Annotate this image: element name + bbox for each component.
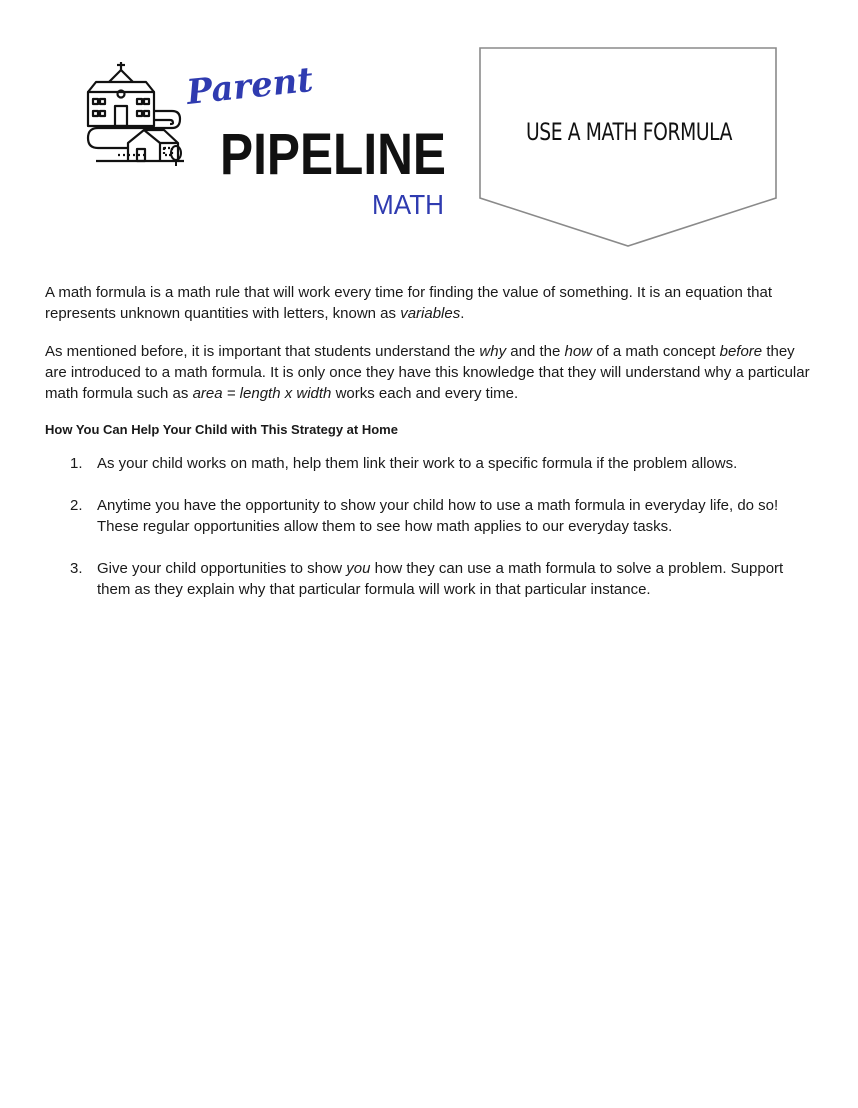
step-text: Give your child opportunities to show you how they can use a math formula to solve a problem. Support them as they explain why that particular formula will work in that particular instance. bbox=[97, 560, 784, 598]
step-number: 1. bbox=[70, 455, 83, 472]
section-heading: How You Can Help Your Child with This Strategy at Home bbox=[45, 422, 398, 437]
logo-math-text: MATH bbox=[372, 189, 444, 220]
intro-paragraph: A math formula is a math rule that will work every time for finding the value of something. It is an equation that represents unknown quantities with letters, known as variables. bbox=[45, 284, 773, 322]
strategy-steps-list bbox=[45, 453, 820, 600]
tree-icon bbox=[171, 146, 181, 166]
school-building-icon bbox=[88, 62, 154, 126]
logo-pipeline-text: PIPELINE bbox=[220, 122, 446, 187]
step-text: As your child works on math, help them link their work to a specific formula if the problem allows. bbox=[97, 455, 738, 472]
step-number: 3. bbox=[70, 560, 83, 577]
parent-pipeline-math-logo bbox=[84, 56, 454, 221]
title-banner bbox=[478, 46, 780, 250]
banner-title: USE A MATH FORMULA bbox=[525, 118, 733, 146]
list-item bbox=[45, 495, 820, 537]
step-text: Anytime you have the opportunity to show your child how to use a math formula in everyday life, do so! These regular opportunities allow them to see how math applies to our everyday tasks. bbox=[97, 497, 779, 535]
list-item bbox=[45, 453, 820, 474]
house-icon bbox=[128, 130, 178, 161]
logo-parent-text: Parent bbox=[184, 59, 315, 113]
step-number: 2. bbox=[70, 497, 83, 514]
list-item bbox=[45, 558, 820, 600]
main-content bbox=[45, 282, 820, 621]
page-header bbox=[0, 0, 858, 260]
why-how-paragraph: As mentioned before, it is important that students understand the why and the how of a math concept before they are introduced to a math formula. It is only once they have this knowledge that they will understand why a particular math formula such as area = length x width works each and every time. bbox=[45, 343, 810, 402]
